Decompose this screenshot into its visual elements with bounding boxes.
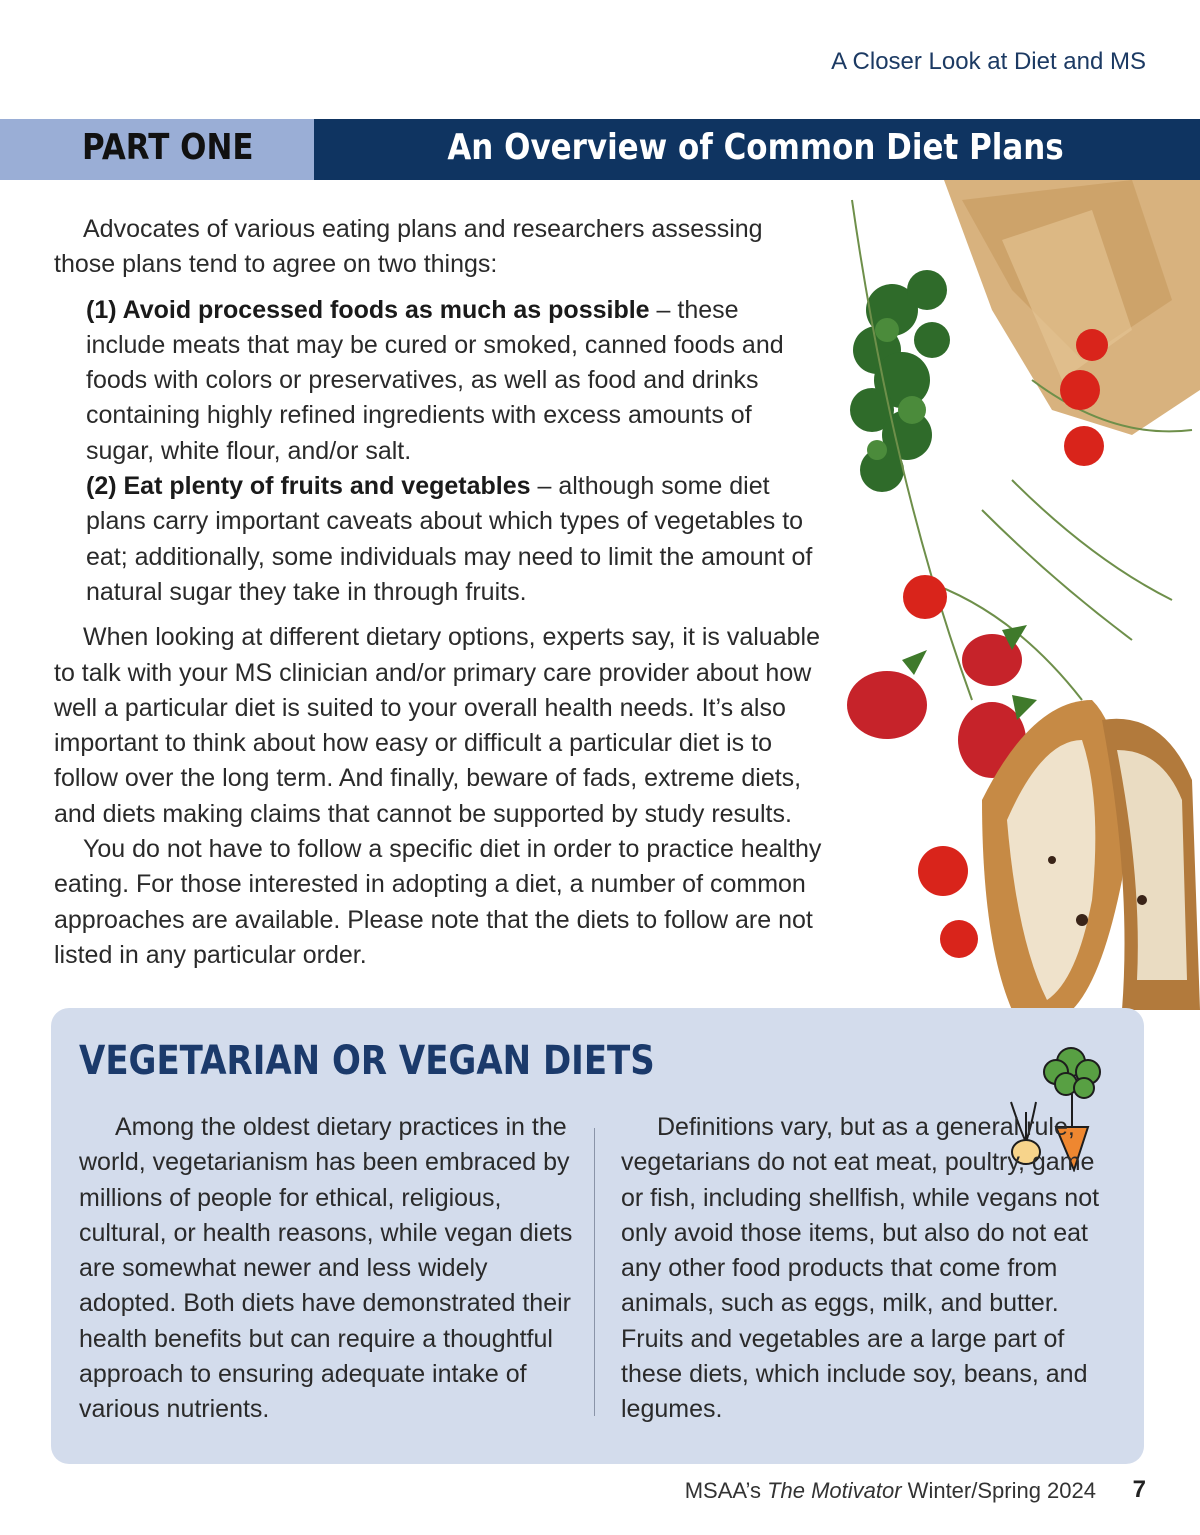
panel-left-paragraph: Among the oldest dietary practices in the world, vegetarianism has been embraced by millions of people for ethical, religious, cultural, or health reasons, while vegan diets are somewhat newer and less widely adopted. Both diets have demonstrated their health benefits but can require a thoughtful approach to ensuring adequate intake of various nutrients.	[79, 1113, 573, 1424]
section-title: An Overview of Common Diet Plans	[447, 127, 1064, 168]
panel-right-paragraph: Definitions vary, but as a general rule, vegetarians do not eat meat, poultry, game or fish, including shellfish, while vegans not only avoid those items, but also do not eat any other food products that come from animals, such as eggs, milk, and butter. Fruits and vegetables are a large part of these diets, which include soy, beans, and legumes.	[621, 1113, 1100, 1424]
panel-title: VEGETARIAN OR VEGAN DIETS	[79, 1038, 655, 1084]
key-point-2-heading: (2) Eat plenty of fruits and vegetables	[86, 472, 531, 501]
key-point-1-text: – these include meats that may be cured or smoked, canned foods and foods with colors or preservatives, as well as food and drinks containing highly refined ingredients with excess amounts of sugar, white flour, and/or salt.	[86, 295, 784, 465]
key-point-1	[86, 293, 824, 469]
intro-paragraph-3: You do not have to follow a specific diet in order to practice healthy eating. For those interested in adopting a diet, a number of common approaches are available. Please note that the diets to follow are not listed in any particular order.	[54, 835, 822, 969]
intro-paragraph-2: When looking at different dietary options, experts say, it is valuable to talk with your MS clinician and/or primary care provider about how well a particular diet is suited to your overall health needs. It’s also important to think about how easy or difficult a particular diet is to follow over the long term. And finally, beware of fads, extreme diets, and diets making claims that cannot be supported by study results.	[54, 623, 820, 828]
footer-prefix: MSAA’s	[684, 1478, 768, 1503]
footer-magazine: The Motivator	[767, 1478, 902, 1503]
food-photo	[832, 180, 1200, 1010]
running-head: A Closer Look at Diet and MS	[831, 48, 1146, 75]
part-label: PART ONE	[82, 127, 254, 168]
footer	[685, 1478, 1096, 1504]
vegetarian-panel	[51, 1008, 1144, 1464]
section-banner	[0, 119, 1200, 180]
key-point-1-heading: (1) Avoid processed foods as much as possible	[86, 295, 650, 324]
panel-left-column	[79, 1110, 579, 1428]
page-number: 7	[1132, 1476, 1146, 1503]
column-divider	[594, 1128, 595, 1416]
key-point-2	[86, 469, 824, 610]
panel-right-column	[621, 1110, 1101, 1428]
key-point-2-text: – although some diet plans carry important caveats about which types of vegetables to eat; additionally, some individuals may need to limit the amount of natural sugar they take in through fruits.	[86, 472, 813, 606]
key-points	[86, 293, 824, 611]
intro-text	[54, 212, 824, 973]
footer-issue: Winter/Spring 2024	[901, 1478, 1096, 1503]
intro-lead: Advocates of various eating plans and researchers assessing those plans tend to agree on two things:	[54, 215, 763, 279]
